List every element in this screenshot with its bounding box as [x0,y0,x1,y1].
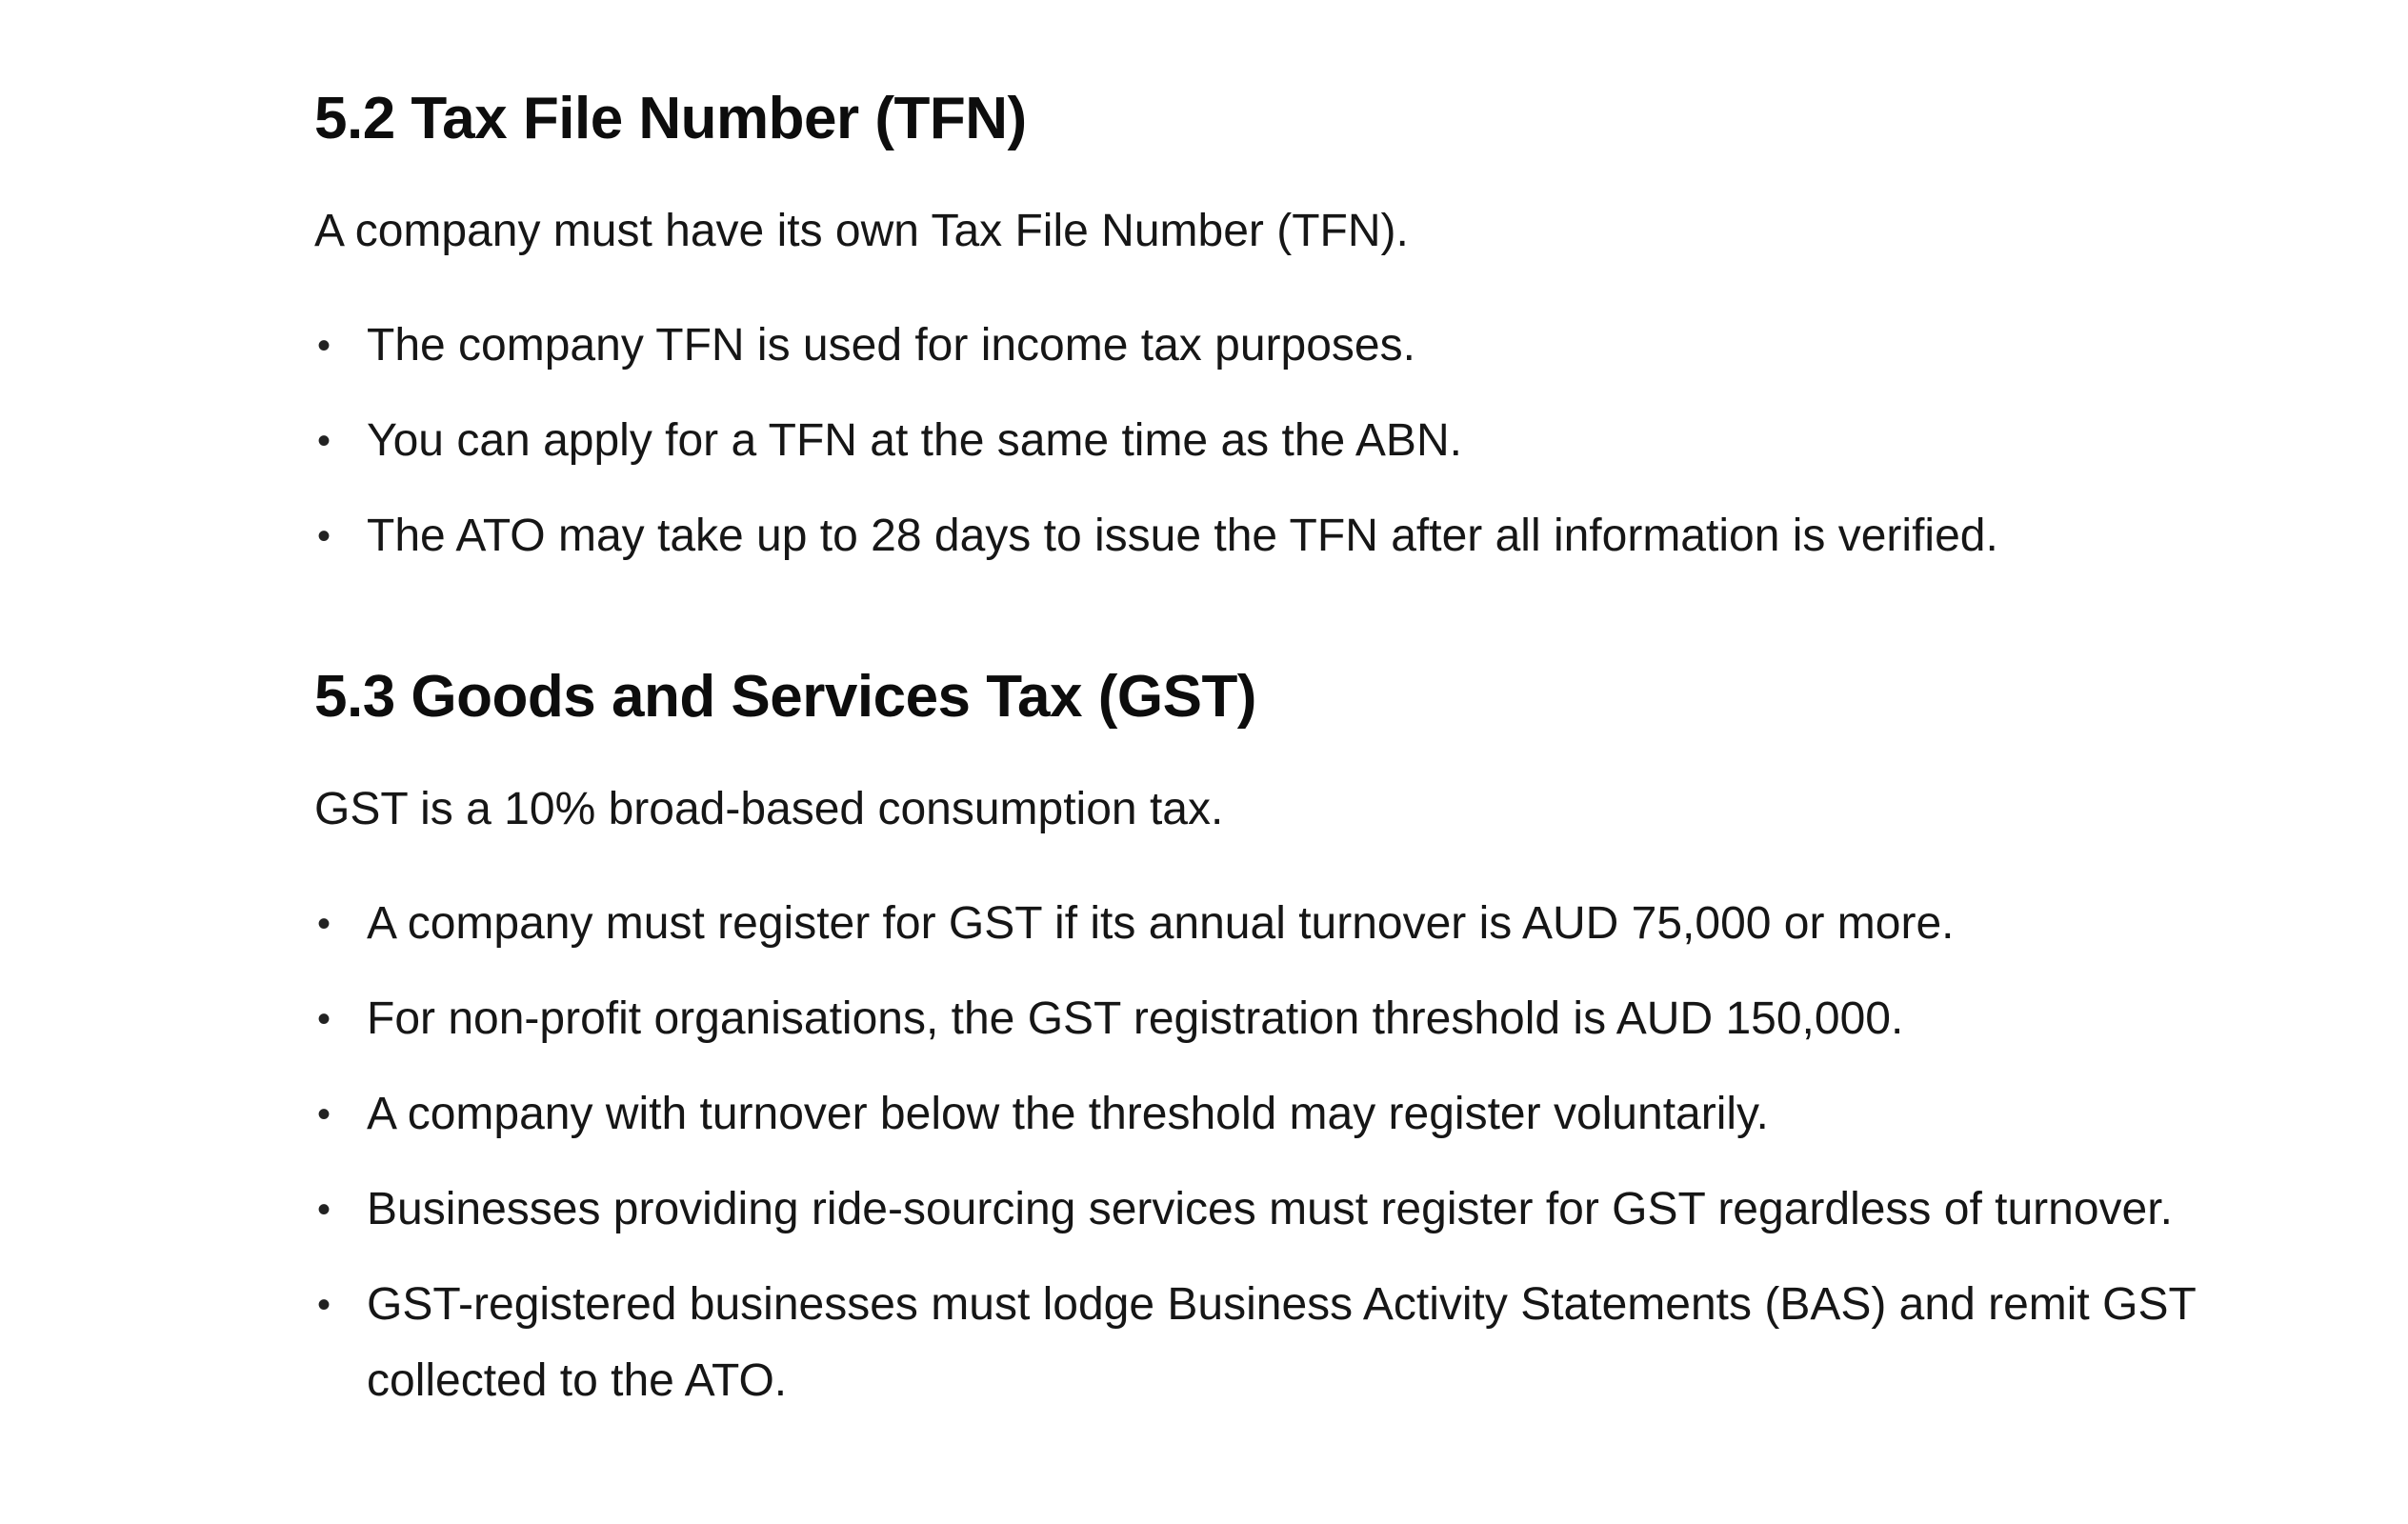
bullet-icon: • [316,1188,331,1231]
section-heading: 5.3 Goods and Services Tax (GST) [314,663,1256,730]
section-intro: GST is a 10% broad-based consumption tax. [314,784,1224,835]
list-item-text: For non-profit organisations, the GST registration threshold is AUD 150,000. [367,993,1904,1044]
list-item [314,308,2294,384]
list-item [314,886,2294,962]
bullet-icon: • [316,514,331,557]
list-item-text: The company TFN is used for income tax purposes. [367,319,1415,371]
list-item-text: GST-registered businesses must lodge Business Activity Statements (BAS) and remit GST collected to the ATO. [367,1278,2196,1406]
list-item [314,1076,2294,1153]
list-item [314,403,2294,479]
section-heading: 5.2 Tax File Number (TFN) [314,86,1027,151]
list-item-text: You can apply for a TFN at the same time as the ABN. [367,414,1462,466]
list-item-text: The ATO may take up to 28 days to issue the TFN after all information is verified. [367,510,1998,561]
bullet-list [314,886,2294,1419]
section-tax-file-number [314,0,2294,574]
list-item [314,981,2294,1057]
list-item [314,1172,2294,1248]
bullet-icon: • [316,902,331,945]
list-item-text: Businesses providing ride-sourcing services must register for GST regardless of turnover. [367,1183,2173,1234]
bullet-icon: • [316,419,331,462]
bullet-icon: • [316,997,331,1040]
section-intro: A company must have its own Tax File Number (TFN). [314,206,1409,257]
bullet-icon: • [316,1283,331,1326]
list-item-text: A company with turnover below the threshold may register voluntarily. [367,1088,1769,1139]
list-item [314,498,2294,574]
bullet-icon: • [316,324,331,367]
list-item [314,1267,2294,1419]
section-goods-and-services-tax [314,662,2294,1419]
bullet-list [314,308,2294,574]
bullet-icon: • [316,1093,331,1135]
list-item-text: A company must register for GST if its annual turnover is AUD 75,000 or more. [367,897,1955,949]
